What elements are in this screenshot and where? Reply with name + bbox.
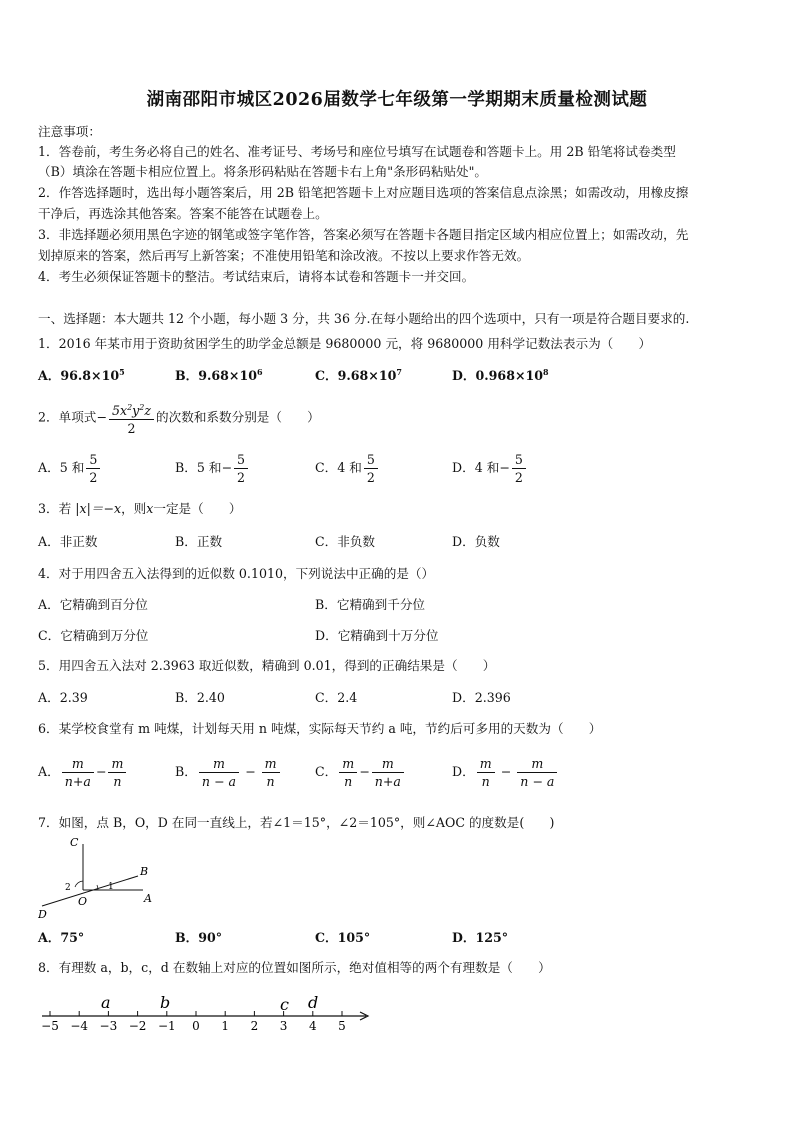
tick-label: −4 bbox=[70, 1019, 89, 1033]
q7-angle-figure bbox=[38, 832, 158, 922]
q1-option-c: C．$9.68\times 10^7$ bbox=[315, 366, 402, 383]
tick-label: 4 bbox=[308, 1019, 317, 1033]
point-a: a bbox=[101, 993, 111, 1012]
tick-label: −2 bbox=[128, 1019, 147, 1033]
q4-option-a: A．它精确到百分位 bbox=[38, 597, 148, 612]
question-6-stem: 6．某学校食堂有 m 吨煤，计划每天用 n 吨煤，实际每天节约 a 吨，节约后可多用的天数为（ ） bbox=[38, 721, 602, 736]
point-d: d bbox=[308, 993, 319, 1012]
label-d: D bbox=[38, 908, 47, 921]
q8-number-line bbox=[38, 988, 378, 1036]
label-angle-2: 2 bbox=[65, 883, 71, 893]
q7-option-a: A．75° bbox=[38, 930, 85, 945]
q7-option-b: B．90° bbox=[175, 930, 223, 945]
q6-option-c: C． $\frac{m}{n}$ − $\frac{m}{n+a}$ bbox=[315, 756, 406, 789]
question-5-stem: 5．用四舍五入法对 2.3963 取近似数，精确到 0.01，得到的正确结果是（ ） bbox=[38, 658, 496, 673]
tick-label: 2 bbox=[250, 1019, 259, 1033]
q3-option-a: A．非正数 bbox=[38, 534, 98, 549]
tick-label: −3 bbox=[99, 1019, 118, 1033]
q6-option-d: D． $\frac{m}{n}$ − $\frac{m}{n - a}$ bbox=[452, 756, 559, 789]
q2-monomial-fraction: $\frac{5x^2y^2z}{2}$ bbox=[109, 400, 154, 436]
q2-option-b: B．5 和− $\frac{5}{2}$ bbox=[175, 452, 250, 485]
notice-line-2: （B）填涂在答题卡相应位置上。将条形码粘贴在答题卡右上角"条形码粘贴处"。 bbox=[38, 164, 488, 179]
page-title: 湖南邵阳市城区2026届数学七年级第一学期期末质量检测试题 bbox=[146, 90, 648, 110]
q6-option-a: A． $\frac{m}{n+a}$ − $\frac{m}{n}$ bbox=[38, 756, 128, 789]
q5-option-d: D．2.396 bbox=[452, 690, 511, 705]
notice-line-6: 划掉原来的答案，然后再写上新答案；不准使用铅笔和涂改液。不按以上要求作答无效。 bbox=[38, 248, 530, 263]
notice-line-3: 2．作答选择题时，选出每小题答案后，用 2B 铅笔把答题卡上对应题目选项的答案信息点涂黑；如需改动，用橡皮擦 bbox=[38, 185, 689, 200]
notice-line-4: 干净后，再选涂其他答案。答案不能答在试题卷上。 bbox=[38, 206, 328, 221]
q5-option-a: A．2.39 bbox=[38, 690, 88, 705]
tick-label: 1 bbox=[221, 1019, 230, 1033]
q3-option-b: B．正数 bbox=[175, 534, 223, 549]
notice-heading: 注意事项： bbox=[38, 124, 101, 139]
tick-label: 3 bbox=[279, 1019, 288, 1033]
q2-option-a: A．5 和 $\frac{5}{2}$ bbox=[38, 452, 102, 485]
q1-option-b: B．$9.68\times 10^6$ bbox=[175, 366, 263, 383]
q1-option-d: D．$0.968\times 10^8$ bbox=[452, 366, 549, 383]
notice-line-1: 1．答卷前，考生务必将自己的姓名、准考证号、考场号和座位号填写在试题卷和答题卡上。用 2B 铅笔将试卷类型 bbox=[38, 144, 676, 159]
q3-option-c: C．非负数 bbox=[315, 534, 376, 549]
tick-label: 5 bbox=[338, 1019, 346, 1033]
q2-option-c: C．4 和 $\frac{5}{2}$ bbox=[315, 452, 380, 485]
tick-label: 0 bbox=[192, 1019, 200, 1033]
q4-option-c: C．它精确到万分位 bbox=[38, 628, 149, 643]
q5-option-b: B．2.40 bbox=[175, 690, 225, 705]
q4-option-d: D．它精确到十万分位 bbox=[315, 628, 439, 643]
q5-option-c: C．2.4 bbox=[315, 690, 358, 705]
label-angle-1: 1 bbox=[108, 882, 114, 892]
question-1-stem: 1．2016 年某市用于资助贫困学生的助学金总额是 9680000 元，将 9680000 用科学记数法表示为（ ） bbox=[38, 336, 652, 351]
notice-line-5: 3．非选择题必须用黑色字迹的钢笔或签字笔作答，答案必须写在答题卡各题目指定区域内相应位置上；如需改动，先 bbox=[38, 227, 689, 242]
q2-option-d: D．4 和− $\frac{5}{2}$ bbox=[452, 452, 528, 485]
tick-label: −5 bbox=[41, 1019, 59, 1033]
tick-label: −1 bbox=[157, 1019, 176, 1033]
question-7-stem: 7．如图，点 B，O，D 在同一直线上，若∠1＝15°，∠2＝105°，则∠AOC 的度数是( ) bbox=[38, 815, 555, 830]
label-a: A bbox=[144, 892, 152, 905]
question-3-stem: 3．若 |x|＝−x，则x一定是（ ） bbox=[38, 501, 242, 516]
q4-option-b: B．它精确到千分位 bbox=[315, 597, 426, 612]
q6-option-b: B． $\frac{m}{n - a}$ − $\frac{m}{n}$ bbox=[175, 756, 282, 789]
label-c: C bbox=[70, 836, 79, 849]
q1-option-a: A．$96.8\times 10^5$ bbox=[38, 366, 125, 383]
label-b: B bbox=[140, 865, 149, 878]
question-2-stem: 2．单项式− $\frac{5x^2y^2z}{2}$ 的次数和系数分别是（ ） bbox=[38, 400, 320, 436]
q7-option-d: D．125° bbox=[452, 930, 509, 945]
question-4-stem: 4．对于用四舍五入法得到的近似数 0.1010，下列说法中正确的是（） bbox=[38, 566, 435, 581]
section-heading: 一、选择题：本大题共 12 个小题，每小题 3 分，共 36 分.在每小题给出的四个选项中，只有一项是符合题目要求的. bbox=[38, 311, 690, 326]
point-b: b bbox=[160, 993, 171, 1012]
point-c: c bbox=[280, 995, 289, 1014]
q3-option-d: D．负数 bbox=[452, 534, 500, 549]
notice-line-7: 4．考生必须保证答题卡的整洁。考试结束后，请将本试卷和答题卡一并交回。 bbox=[38, 269, 475, 284]
question-8-stem: 8．有理数 a，b，c，d 在数轴上对应的位置如图所示，绝对值相等的两个有理数是（ ） bbox=[38, 960, 551, 975]
q7-option-c: C．105° bbox=[315, 930, 371, 945]
line-bd bbox=[42, 876, 138, 906]
label-o: O bbox=[78, 895, 88, 908]
angle-2-arc bbox=[75, 881, 83, 887]
